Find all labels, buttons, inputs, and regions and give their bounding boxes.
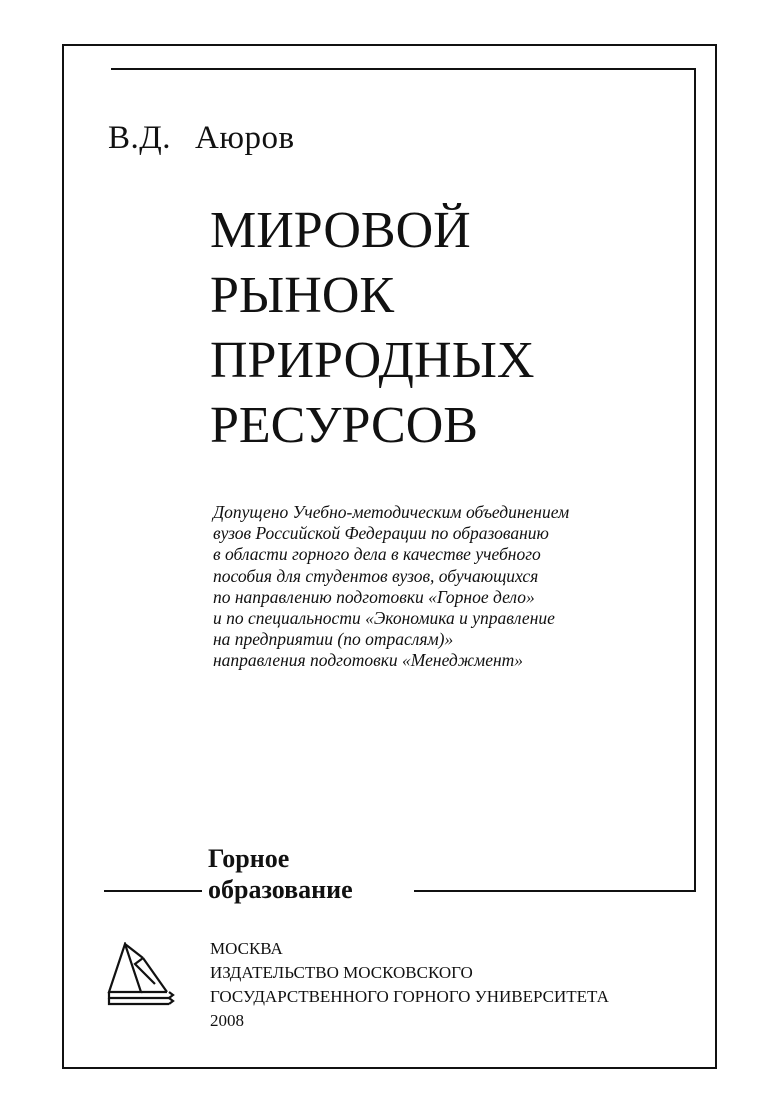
approval-line: пособия для студентов вузов, обучающихся: [213, 565, 539, 586]
publication-year: 2008: [210, 1011, 244, 1030]
inner-frame-bottom-right-line: [414, 890, 696, 892]
approval-line: и по специальности «Экономика и управление: [213, 608, 555, 629]
publisher-name-line: ГОСУДАРСТВЕННОГО ГОРНОГО УНИВЕРСИТЕТА: [210, 987, 609, 1006]
title-line: РЕСУРСОВ: [210, 397, 478, 454]
publisher-city: МОСКВА: [210, 939, 283, 958]
approval-line: вузов Российской Федерации по образованию: [213, 523, 549, 544]
series-name: [208, 843, 353, 905]
title-line: РЫНОК: [210, 267, 395, 324]
title-line: ПРИРОДНЫХ: [210, 332, 535, 389]
inner-frame-top-line: [111, 68, 696, 70]
approval-statement: [213, 502, 569, 672]
title-line: МИРОВОЙ: [210, 202, 471, 259]
series-line: образование: [208, 875, 353, 904]
publisher-info: [210, 937, 609, 1033]
publisher-mountain-book-logo-icon: [105, 942, 177, 1014]
author-name: [108, 120, 295, 157]
inner-frame-bottom-left-line: [104, 890, 202, 892]
book-title: [210, 198, 534, 458]
approval-line: на предприятии (по отраслям)»: [213, 629, 454, 650]
inner-frame-right-line: [694, 68, 696, 892]
approval-line: по направлению подготовки «Горное дело»: [213, 586, 535, 607]
author-surname: Аюров: [195, 120, 295, 156]
series-line: Горное: [208, 844, 290, 873]
approval-line: Допущено Учебно-методическим объединением: [213, 502, 570, 522]
publisher-name-line: ИЗДАТЕЛЬСТВО МОСКОВСКОГО: [210, 963, 473, 982]
approval-line: направления подготовки «Менеджмент»: [213, 650, 524, 671]
approval-line: в области горного дела в качестве учебного: [213, 544, 541, 565]
author-initials: В.Д.: [108, 120, 172, 156]
